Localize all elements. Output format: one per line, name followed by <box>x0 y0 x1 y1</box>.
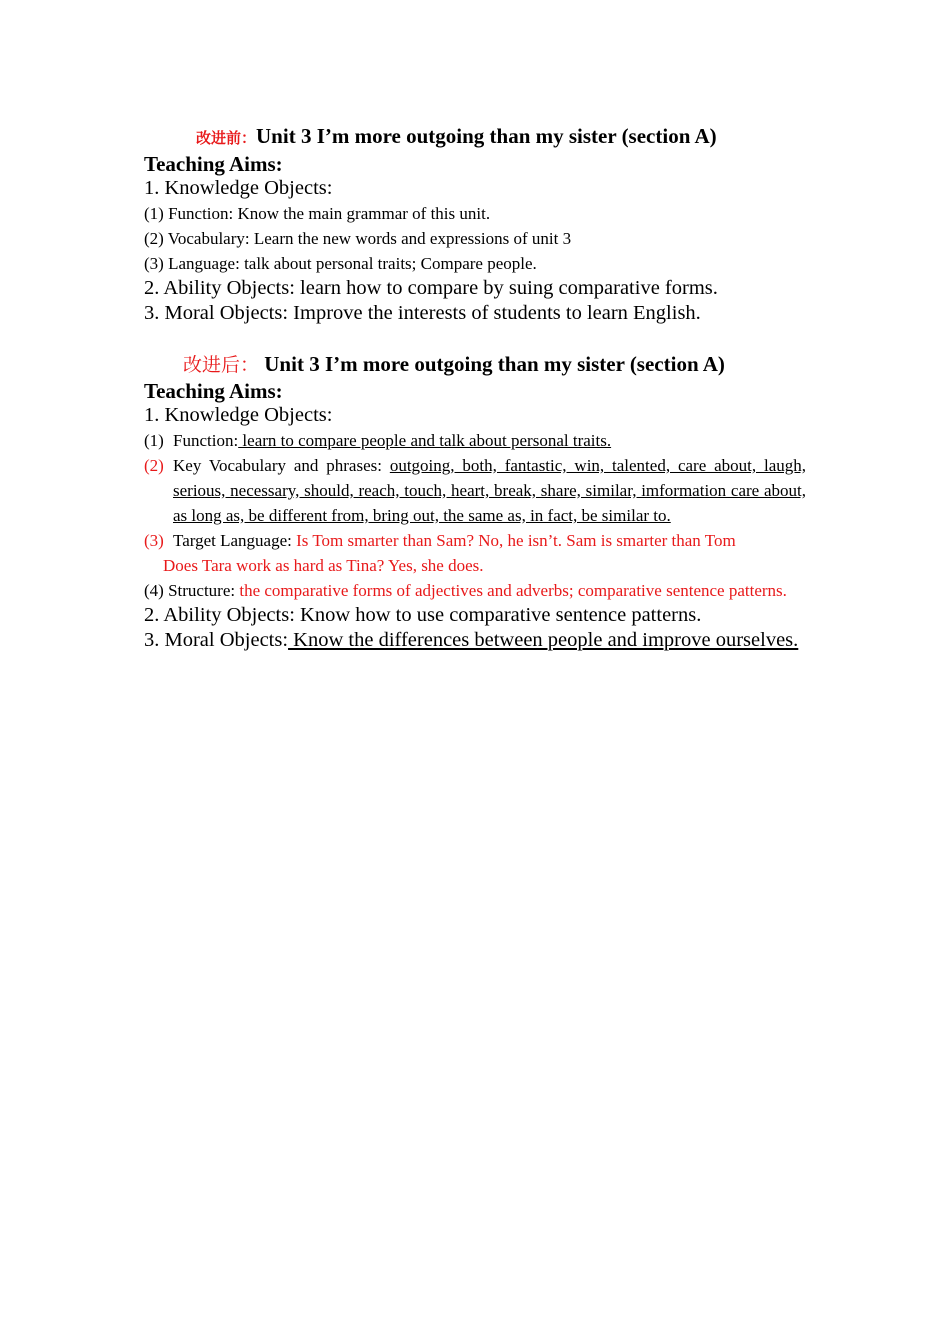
after-structure <box>144 578 806 603</box>
after-moral-label: 3. Moral Objects: <box>144 629 289 651</box>
after-moral-text: Know the differences between people and improve ourselves. <box>288 629 799 651</box>
section-gap <box>144 326 806 350</box>
before-function: (1) Function: Know the main grammar of this unit. <box>144 204 491 223</box>
after-ability-objects: 2. Ability Objects: Know how to use comparative sentence patterns. <box>144 604 702 626</box>
before-moral-objects: 3. Moral Objects: Improve the interests of students to learn English. <box>144 302 701 324</box>
document-page <box>144 122 806 653</box>
before-language: (3) Language: talk about personal traits; Compare people. <box>144 254 537 273</box>
before-aims-heading: Teaching Aims: <box>144 152 283 176</box>
after-function-num: (1) <box>144 431 164 450</box>
before-label: 改进前： <box>196 129 257 147</box>
after-target-num: (3) <box>144 531 164 550</box>
after-heading <box>144 350 806 379</box>
after-structure-label: (4) Structure: <box>144 581 240 600</box>
after-structure-text: the comparative forms of adjectives and adverbs; comparative sentence patterns. <box>239 581 787 600</box>
before-ability-objects: 2. Ability Objects: learn how to compare by suing comparative forms. <box>144 277 718 299</box>
after-moral-objects <box>144 628 806 653</box>
after-vocabulary-text: outgoing, both, fantastic, win, talented, care about, laugh, serious, necessary, should, reach, touch, heart, break, share, similar, imformation care about, as long as, be different from, bring out, the same as, in fact, be similar to. <box>173 456 806 525</box>
after-target-language <box>144 528 806 553</box>
after-function-text: learn to compare people and talk about personal traits. <box>238 431 612 450</box>
after-function <box>144 428 806 453</box>
after-aims-heading: Teaching Aims: <box>144 379 283 403</box>
after-knowledge-objects: 1. Knowledge Objects: <box>144 404 333 426</box>
before-heading <box>144 122 806 152</box>
after-target-text: Is Tom smarter than Sam? No, he isn’t. Sam is smarter than Tom <box>296 531 736 550</box>
after-function-label: Function: <box>173 431 239 450</box>
after-vocabulary-num: (2) <box>144 456 164 475</box>
before-knowledge-objects: 1. Knowledge Objects: <box>144 177 333 199</box>
before-title: Unit 3 I’m more outgoing than my sister (section A) <box>256 124 717 148</box>
after-title: Unit 3 I’m more outgoing than my sister (section A) <box>264 352 725 376</box>
after-label: 改进后： <box>183 354 260 376</box>
after-vocabulary <box>144 453 806 528</box>
after-vocabulary-label: Key Vocabulary and phrases: <box>173 456 390 475</box>
after-target-label: Target Language: <box>173 531 297 550</box>
after-target-text-2: Does Tara work as hard as Tina? Yes, she does. <box>163 556 484 575</box>
before-vocabulary: (2) Vocabulary: Learn the new words and expressions of unit 3 <box>144 229 572 248</box>
